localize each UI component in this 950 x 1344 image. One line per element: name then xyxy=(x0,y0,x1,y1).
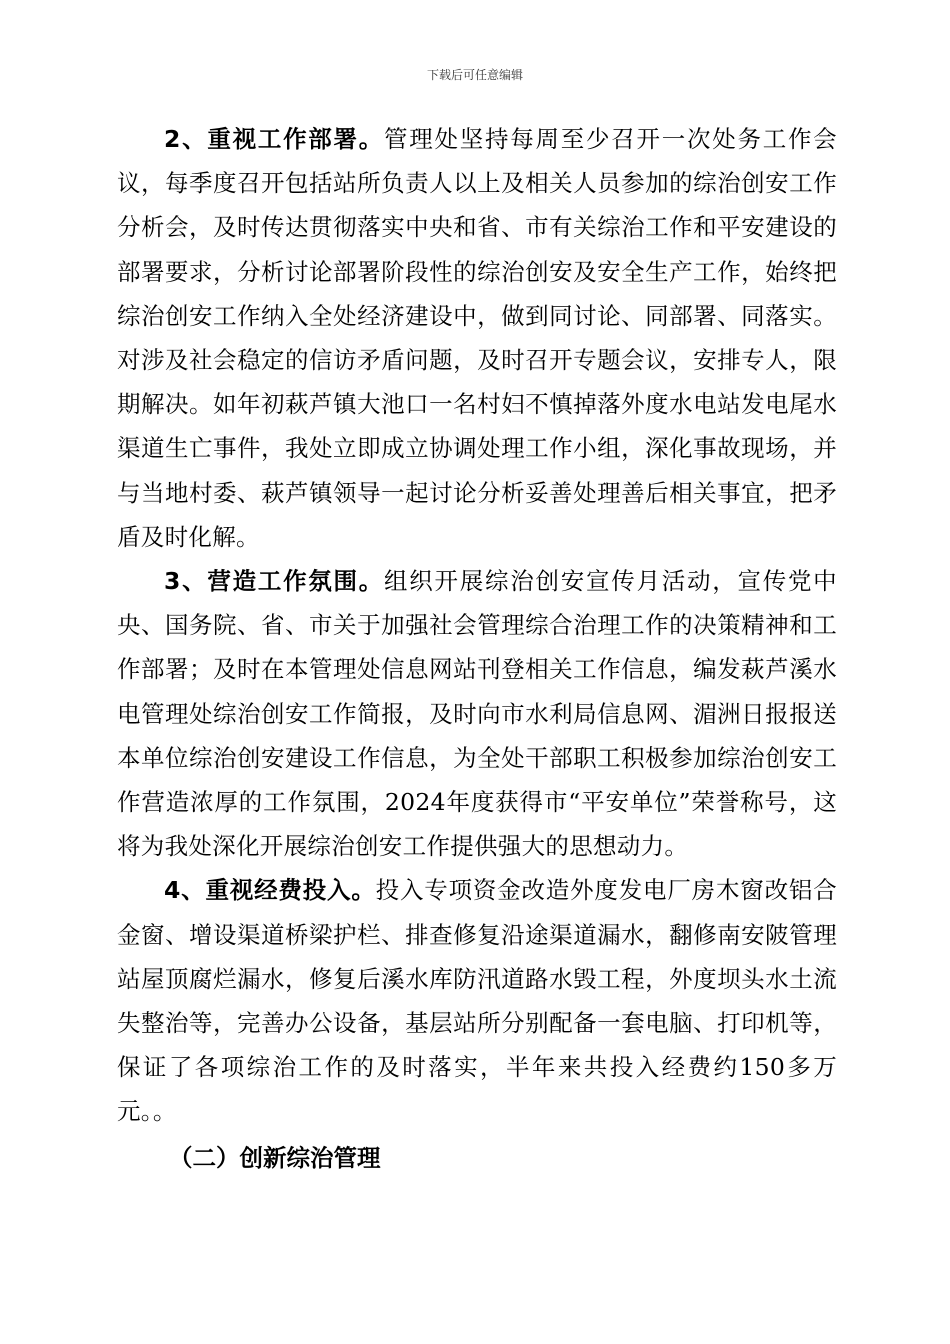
paragraph-text: 管理处坚持每周至少召开一次处务工作会议，每季度召开包括站所负责人以上及相关人员参加的综治创安工作分析会，及时传达贯彻落实中央和省、市有关综治工作和平安建设的部署要求，分析讨论部署阶段性的综治创安及安全生产工作，始终把综治创安工作纳入全处经济建设中，做到同讨论、同部署、同落实。对涉及社会稳定的信访矛盾问题，及时召开专题会议，安排专人，限期解决。如年初萩芦镇大池口一名村妇不慎掉落外度水电站发电尾水渠道生亡事件，我处立即成立协调处理工作小组，深化事故现场，并与当地村委、萩芦镇领导一起讨论分析妥善处理善后相关事宜，把矛盾及时化解。 xyxy=(117,125,837,551)
paragraph-lead: 3、营造工作氛围。 xyxy=(164,567,385,596)
paragraph-work-atmosphere xyxy=(117,559,837,868)
paragraph-text: 组织开展综治创安宣传月活动，宣传党中央、国务院、省、市关于加强社会管理综合治理工作的决策精神和工作部署；及时在本管理处信息网站刊登相关工作信息，编发萩芦溪水电管理处综治创安工作简报，及时向市水利局信息网、湄洲日报报送本单位综治创安建设工作信息，为全处干部职工积极参加综治创安工作营造浓厚的工作氛围，2024年度获得市“平安单位”荣誉称号，这将为我处深化开展综治创安工作提供强大的思想动力。 xyxy=(117,567,837,861)
paragraph-lead: 4、重视经费投入。 xyxy=(164,876,376,905)
section-heading: （二）创新综治管理 xyxy=(169,1143,381,1172)
paragraph-text: 投入专项资金改造外度发电厂房木窗改铝合金窗、增设渠道桥梁护栏、排查修复沿途渠道漏水，翻修南安陂管理站屋顶腐烂漏水，修复后溪水库防汛道路水毁工程，外度坝头水土流失整治等，完善办公设备，基层站所分别配备一套电脑、打印机等，保证了各项综治工作的及时落实，半年来共投入经费约150多万元。。 xyxy=(117,876,837,1126)
paragraph-lead: 2、重视工作部署。 xyxy=(164,125,385,153)
document-body xyxy=(117,117,837,1180)
page-header: 下载后可任意编辑 xyxy=(426,68,523,82)
paragraph-funding-input xyxy=(117,868,837,1133)
paragraph-work-deployment xyxy=(117,117,837,559)
